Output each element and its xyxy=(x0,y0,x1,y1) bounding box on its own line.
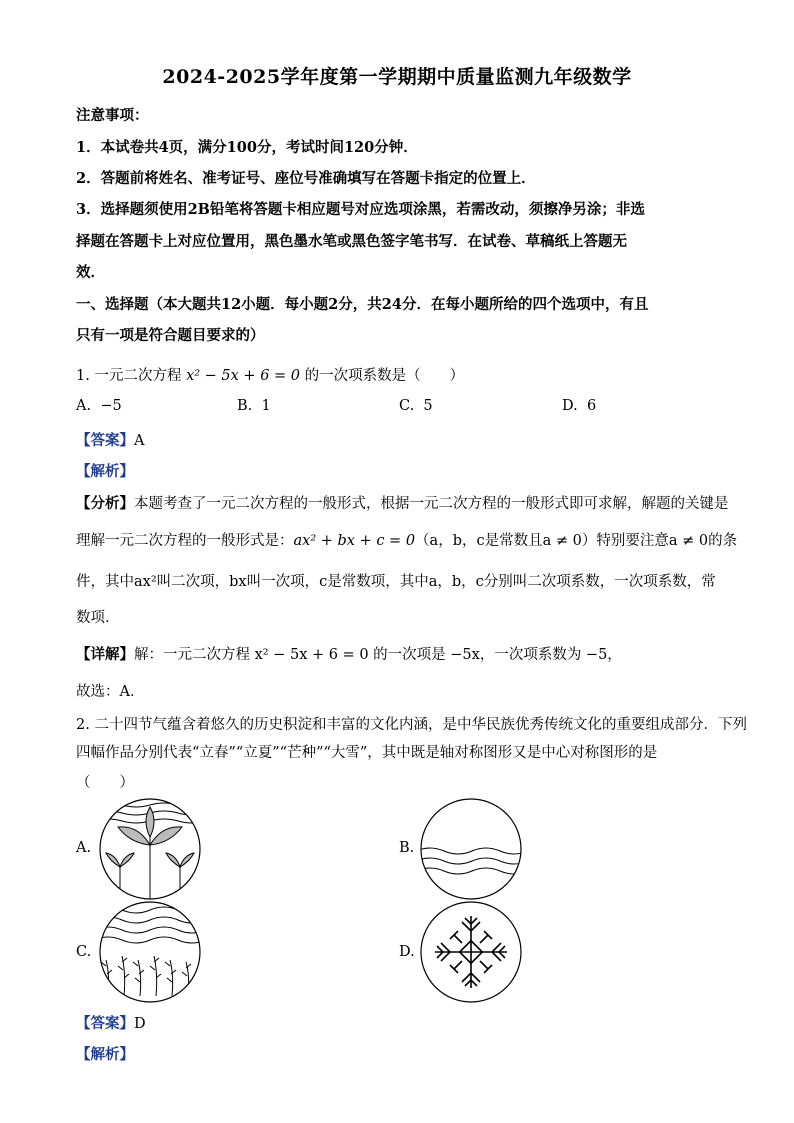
q1-answer xyxy=(76,429,144,450)
q1-option-d-value: 6 xyxy=(586,398,597,414)
q2-answer-value: D xyxy=(134,1016,146,1032)
q2-analysis-tag: 【解析】 xyxy=(76,1046,134,1063)
question-1-prefix: 1. 一元二次方程 xyxy=(76,368,182,384)
question-2-line-1: 2. 二十四节气蕴含着悠久的历史积淀和丰富的文化内涵，是中华民族优秀传统文化的重要组成部分．下列 xyxy=(76,717,747,733)
notice-item-3: 3．选择题须使用2B铅笔将答题卡相应题号对应选项涂黑，若需改动，须擦净另涂；非选 xyxy=(76,201,645,218)
question-1 xyxy=(76,364,464,385)
question-1-equation: x² − 5x + 6 = 0 xyxy=(186,368,301,384)
notice-item-3-cont: 择题在答题卡上对应位置用，黑色墨水笔或黑色签字笔书写．在试卷、草稿纸上答题无 xyxy=(76,233,627,250)
waves-circle-figure xyxy=(416,797,526,901)
q1-fenxi-text-2a: 理解一元二次方程的一般形式是： xyxy=(76,533,294,549)
q1-analysis xyxy=(76,460,134,481)
notice-heading: 注意事项： xyxy=(76,107,149,124)
q1-fenxi-4: 数项． xyxy=(76,610,120,626)
q1-option-d xyxy=(562,398,596,414)
q1-fenxi-text-2b: （a，b，c是常数且a ≠ 0）特别要注意a ≠ 0的条 xyxy=(415,533,738,549)
q1-fenxi-2 xyxy=(76,529,737,550)
q1-fenxi-tag: 【分析】 xyxy=(76,495,134,512)
q1-answer-value: A xyxy=(134,433,145,449)
q1-xiangjie-tag: 【详解】 xyxy=(76,646,134,663)
wheat-circle-figure xyxy=(94,900,206,1004)
question-1-suffix: 的一次项系数是（ ） xyxy=(304,368,465,384)
q1-option-a xyxy=(76,398,122,414)
notice-item-1: 1．本试卷共4页，满分100分，考试时间120分钟． xyxy=(76,139,418,156)
q1-xiangjie-text: 解：一元二次方程 x² − 5x + 6 = 0 的一次项是 −5x，一次项系数为 −5， xyxy=(134,647,622,663)
section-heading-cont: 只有一项是符合题目要求的） xyxy=(76,327,265,344)
question-2-line-2: 四幅作品分别代表“立春”“立夏”“芒种”“大雪”，其中既是轴对称图形又是中心对称图形的是 xyxy=(76,745,658,761)
q1-fenxi-1 xyxy=(76,492,729,513)
q1-option-d-label: D. xyxy=(562,398,578,414)
q1-option-a-label: A. xyxy=(76,398,92,414)
q1-option-b-value: 1 xyxy=(261,398,271,414)
q1-general-form: ax² + bx + c = 0 xyxy=(293,533,416,549)
q1-option-b-label: B. xyxy=(237,398,253,414)
question-2-line-3: （ ） xyxy=(76,775,134,791)
q1-option-b xyxy=(237,398,271,414)
q1-fenxi-text-1: 本题考查了一元二次方程的一般形式，根据一元二次方程的一般形式即可求解，解题的关键是 xyxy=(134,496,729,512)
section-heading: 一、选择题（本大题共12小题．每小题2分，共24分．在每小题所给的四个选项中，有且 xyxy=(76,296,649,313)
page-title: 2024-2025学年度第一学期期中质量监测九年级数学 xyxy=(162,66,632,88)
q1-option-c xyxy=(399,398,433,414)
snowflake-circle-figure xyxy=(416,900,526,1004)
q1-fenxi-3: 件，其中ax²叫二次项，bx叫一次项，c是常数项，其中a，b，c分别叫二次项系数，一次项系数，常 xyxy=(76,574,716,590)
q1-answer-tag: 【答案】 xyxy=(76,432,134,449)
q2-option-d-label: D. xyxy=(399,944,415,960)
q1-option-c-value: 5 xyxy=(423,398,433,414)
q1-analysis-tag: 【解析】 xyxy=(76,463,134,480)
notice-item-2: 2．答题前将姓名、准考证号、座位号准确填写在答题卡指定的位置上． xyxy=(76,170,536,187)
q2-option-c-label: C. xyxy=(76,944,92,960)
q2-analysis xyxy=(76,1043,134,1064)
q1-xiangjie xyxy=(76,643,622,664)
q1-option-a-value: −5 xyxy=(100,398,122,414)
q2-option-b-label: B. xyxy=(399,840,415,856)
q1-option-c-label: C. xyxy=(399,398,415,414)
q2-answer xyxy=(76,1012,146,1033)
notice-item-3-end: 效． xyxy=(76,264,105,281)
q1-conclusion: 故选：A． xyxy=(76,684,145,700)
q2-option-a-label: A. xyxy=(76,840,92,856)
sprout-circle-figure xyxy=(94,797,206,901)
q2-answer-tag: 【答案】 xyxy=(76,1015,134,1032)
